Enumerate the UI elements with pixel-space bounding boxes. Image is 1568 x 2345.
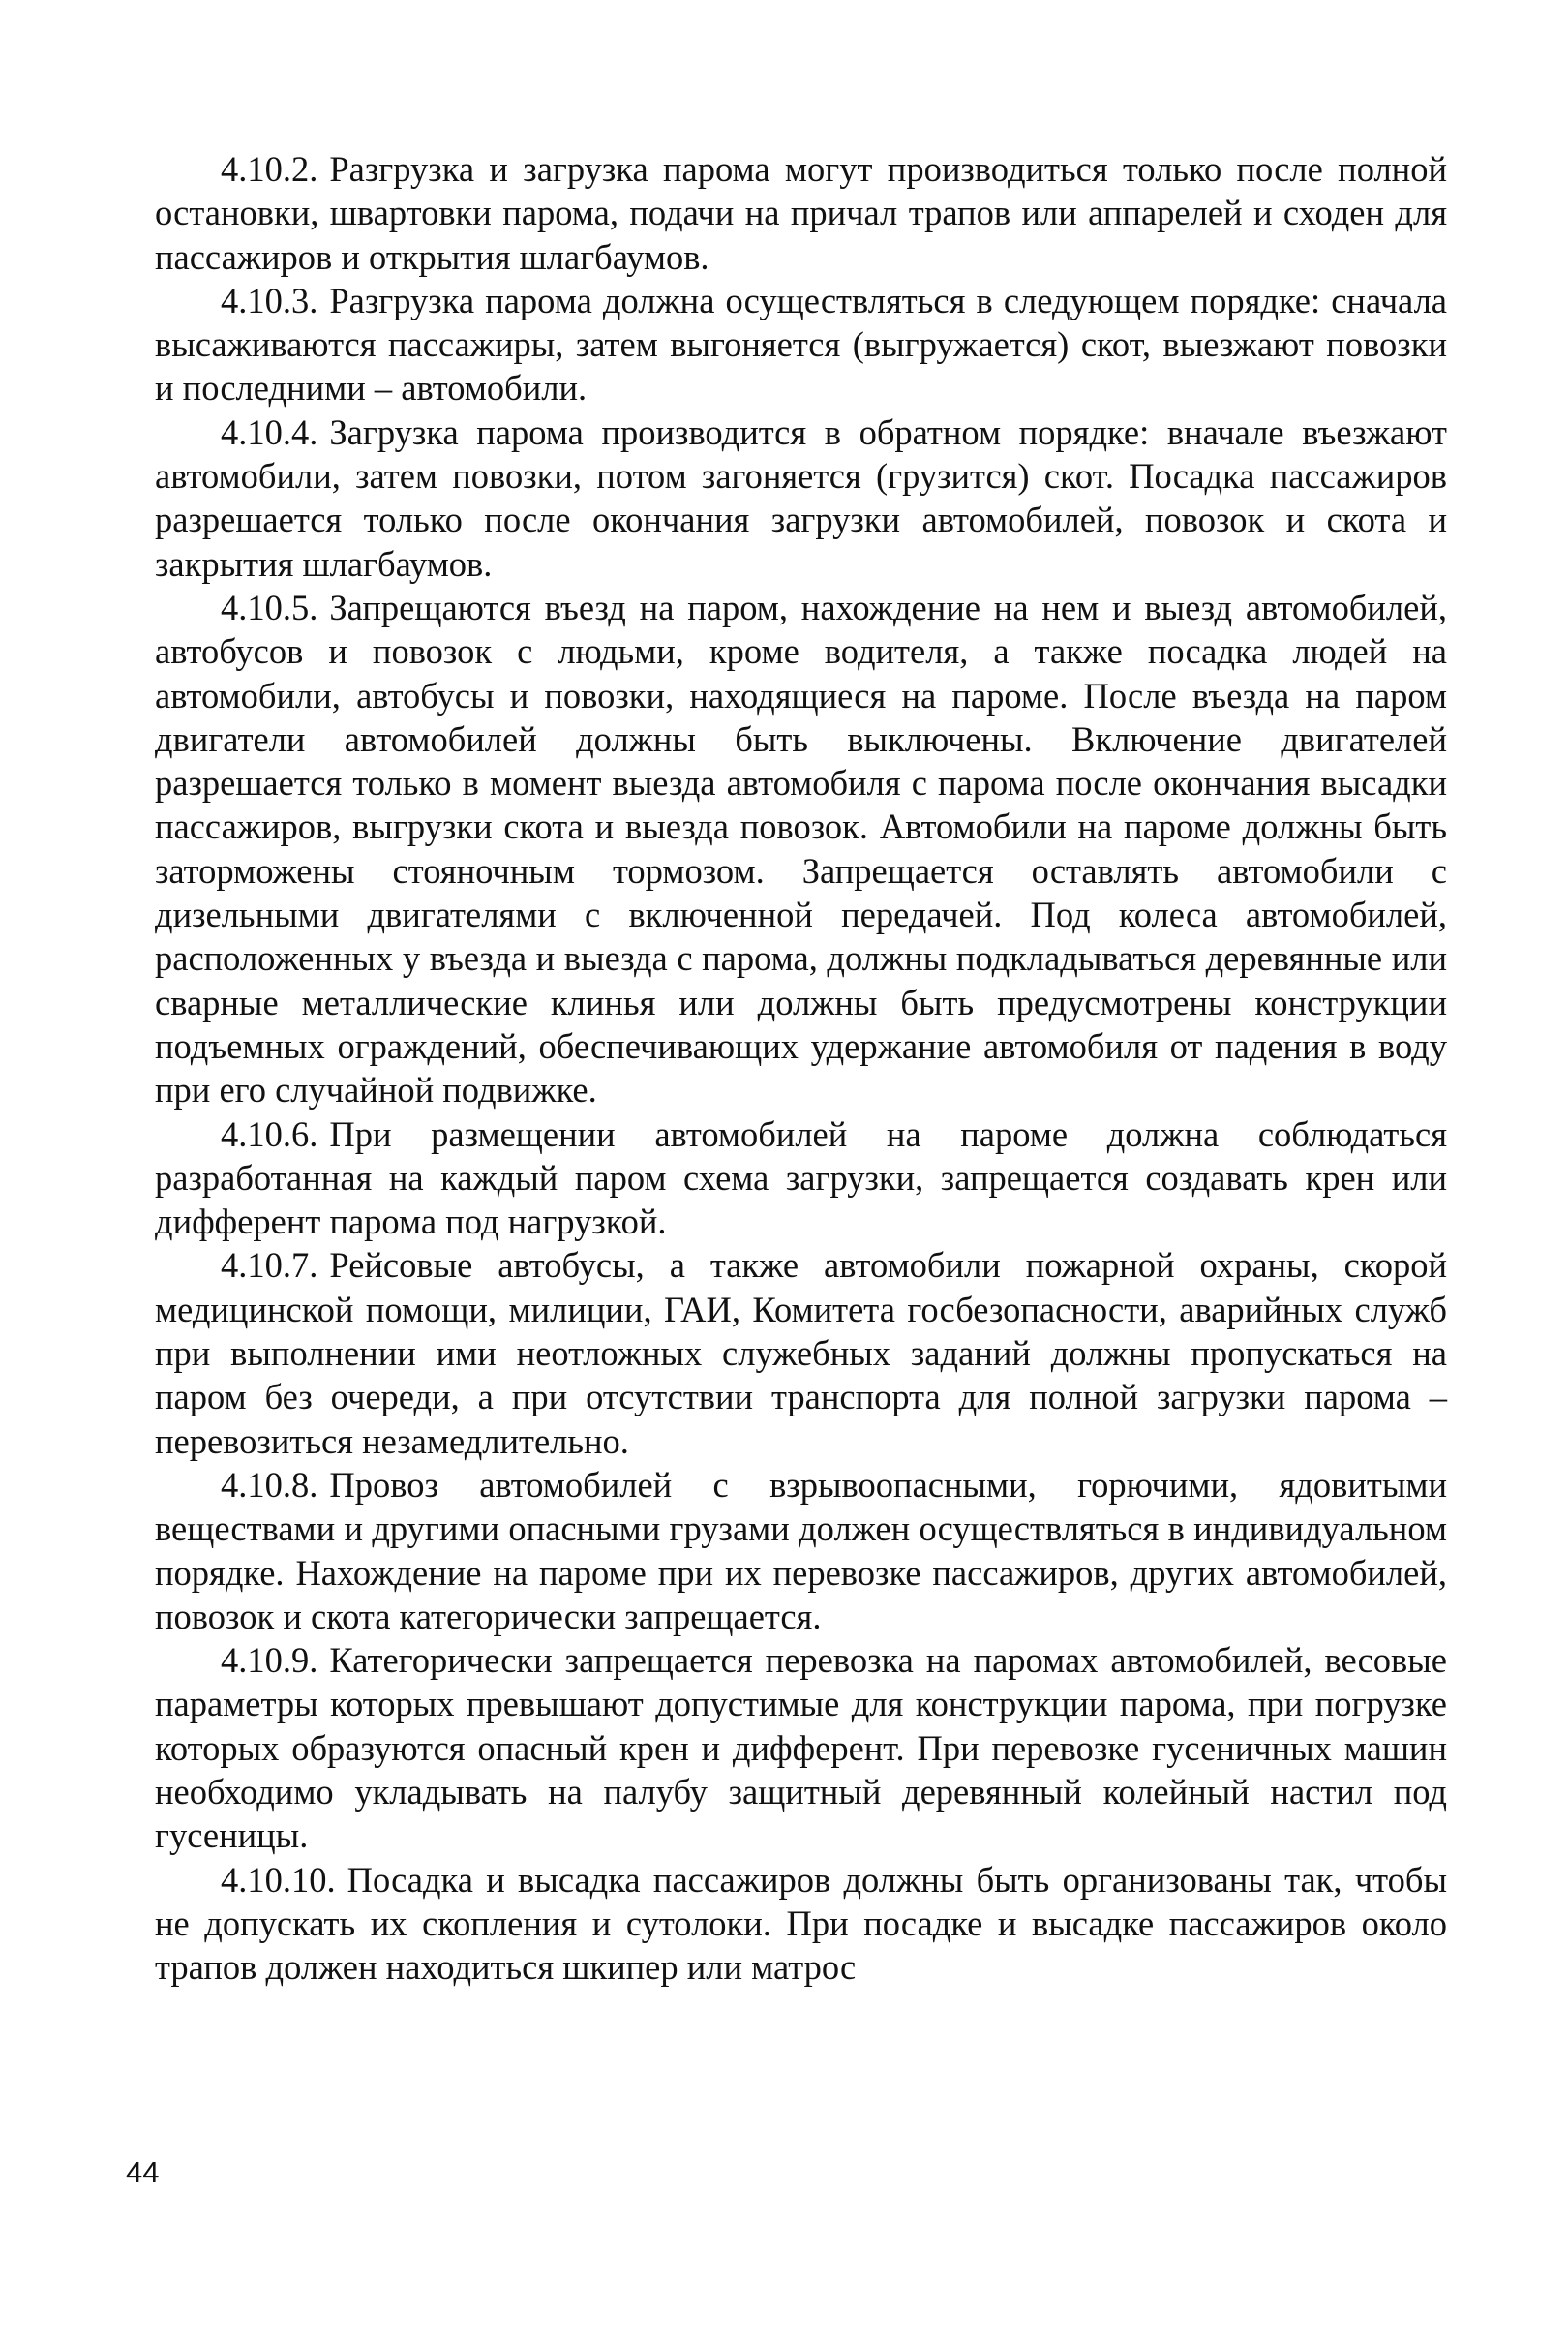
- paragraph-4-10-4: [155, 411, 1447, 586]
- paragraph-number: 4.10.9.: [221, 1640, 318, 1681]
- paragraph-text: Категорически запрещается перевозка на паромах автомобилей, весовые параметры которых превышают допустимые для конструкции парома, при погрузке которых образуются опасный крен и дифферент. При перевозке гусеничных машин необходимо укладывать на палубу защитный деревянный колейный настил под гусеницы.: [155, 1640, 1447, 1856]
- paragraph-text: Запрещаются въезд на паром, нахождение на нем и выезд автомобилей, автобусов и повозок с людьми, кроме водителя, а также посадка людей на автомобили, автобусы и повозки, находящиеся на пароме. После въезда на паром двигатели автомобилей должны быть выключены. Включение двигателей разрешается только в момент выезда автомобиля с парома после окончания высадки пассажиров, выгрузки скота и выезда повозок. Автомобили на пароме должны быть заторможены стояночным тормозом. Запрещается оставлять автомобили с дизельными двигателями с включенной передачей. Под колеса автомобилей, расположенных у въезда и выезда с парома, должны подкладываться деревянные или сварные металлические клинья или должны быть предусмотрены конструкции подъемных ограждений, обеспечивающих удержание автомобиля от падения в воду при его случайной подвижке.: [155, 587, 1447, 1111]
- paragraph-number: 4.10.5.: [221, 587, 318, 627]
- paragraph-number: 4.10.7.: [221, 1245, 318, 1286]
- paragraph-4-10-2: [155, 147, 1447, 279]
- paragraph-number: 4.10.4.: [221, 411, 318, 452]
- paragraph-4-10-5: [155, 586, 1447, 1112]
- paragraph-text: Провоз автомобилей с взрывоопасными, горючими, ядовитыми веществами и другими опасными грузами должен осуществляться в индивидуальном порядке. Нахождение на пароме при их перевозке пассажиров, других автомобилей, повозок и скота категорически запрещается.: [155, 1464, 1447, 1636]
- paragraph-text: Загрузка парома производится в обратном порядке: вначале въезжают автомобили, затем повозки, потом загоняется (грузится) скот. Посадка пассажиров разрешается только после окончания загрузки автомобилей, повозок и скота и закрытия шлагбаумов.: [155, 411, 1447, 584]
- paragraph-text: Разгрузка и загрузка парома могут производиться только после полной остановки, швартовки парома, подачи на причал трапов или аппарелей и сходен для пассажиров и открытия шлагбаумов.: [155, 149, 1447, 277]
- paragraph-number: 4.10.6.: [221, 1113, 318, 1154]
- paragraph-number: 4.10.3.: [221, 280, 318, 320]
- paragraph-4-10-8: [155, 1463, 1447, 1638]
- paragraph-4-10-9: [155, 1638, 1447, 1857]
- paragraph-4-10-7: [155, 1243, 1447, 1462]
- document-page: [155, 147, 1447, 1989]
- paragraph-text: Посадка и высадка пассажиров должны быть организованы так, чтобы не допускать их скопления и сутолоки. При посадке и высадке пассажиров около трапов должен находиться шкипер или матрос: [155, 1859, 1447, 1988]
- paragraph-number: 4.10.10.: [221, 1859, 336, 1900]
- paragraph-number: 4.10.2.: [221, 149, 318, 189]
- page-number: 44: [126, 2155, 160, 2189]
- paragraph-text: Рейсовые автобусы, а также автомобили пожарной охраны, скорой медицинской помощи, милиции, ГАИ, Комитета госбезопасности, аварийных служб при выполнении ими неотложных служебных заданий должны пропускаться на паром без очереди, а при отсутствии транспорта для полной загрузки парома – перевозиться незамедлительно.: [155, 1245, 1447, 1461]
- paragraph-4-10-6: [155, 1112, 1447, 1244]
- paragraph-text: При размещении автомобилей на пароме должна соблюдаться разработанная на каждый паром схема загрузки, запрещается создавать крен или дифферент парома под нагрузкой.: [155, 1113, 1447, 1242]
- paragraph-4-10-3: [155, 279, 1447, 411]
- paragraph-text: Разгрузка парома должна осуществляться в следующем порядке: сначала высаживаются пассажиры, затем выгоняется (выгружается) скот, выезжают повозки и последними – автомобили.: [155, 280, 1447, 409]
- paragraph-number: 4.10.8.: [221, 1464, 318, 1505]
- paragraph-4-10-10: [155, 1858, 1447, 1990]
